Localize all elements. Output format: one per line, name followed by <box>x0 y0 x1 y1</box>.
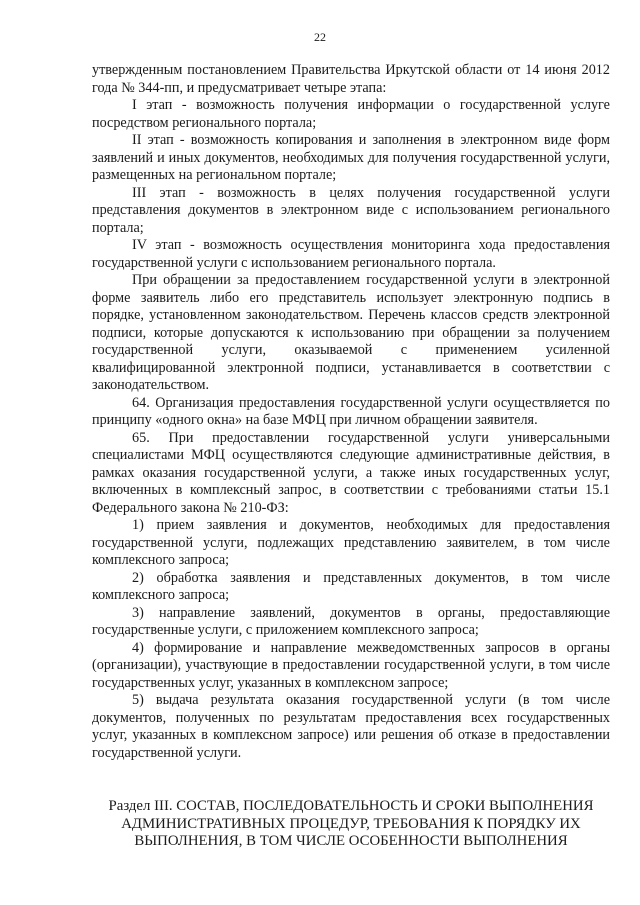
paragraph-continuation: утвержденным постановлением Правительства Иркутской области от 14 июня 2012 года № 344-пп, и предусматривает четыре этапа: <box>92 62 610 96</box>
paragraph-stage-2: II этап - возможность копирования и заполнения в электронном виде форм заявлений и иных документов, необходимых для получения государственной услуги, размещенных на региональном портале; <box>92 132 610 183</box>
list-item-3: 3) направление заявлений, документов в органы, предоставляющие государственные услуги, с приложением комплексного запроса; <box>92 604 610 638</box>
paragraph-stage-1: I этап - возможность получения информации о государственной услуге посредством регионального портала; <box>92 97 610 131</box>
paragraph-stage-3: III этап - возможность в целях получения государственной услуги представления документов в электронном виде с использованием регионального портала; <box>92 184 610 236</box>
list-item-2: 2) обработка заявления и представленных документов, в том числе комплексного запроса; <box>92 569 610 603</box>
document-body <box>92 62 610 762</box>
section-heading: Раздел III. СОСТАВ, ПОСЛЕДОВАТЕЛЬНОСТЬ И СРОКИ ВЫПОЛНЕНИЯ АДМИНИСТРАТИВНЫХ ПРОЦЕДУР, ТРЕБОВАНИЯ К ПОРЯДКУ ИХ ВЫПОЛНЕНИЯ, В ТОМ ЧИСЛЕ ОСОБЕННОСТИ ВЫПОЛНЕНИЯ <box>108 798 594 849</box>
paragraph-electronic-signature: При обращении за предоставлением государственной услуги в электронной форме заявитель либо его представитель использует электронную подпись в порядке, установленном законодательством. Перечень классов средств электронной подписи, которые допускаются к использованию при обращении за получением государственной услуги, оказываемой с применением усиленной квалифицированной электронной подписи, устанавливается в соответствии с законодательством. <box>92 272 610 393</box>
paragraph-stage-4: IV этап - возможность осуществления мониторинга хода предоставления государственной услуги с использованием регионального портала. <box>92 237 610 271</box>
paragraph-item-64: 64. Организация предоставления государственной услуги осуществляется по принципу «одного окна» на базе МФЦ при личном обращении заявителя. <box>92 394 610 428</box>
list-item-4: 4) формирование и направление межведомственных запросов в органы (организации), участвующие в предоставлении государственной услуги, в том числе государственных услуг, указанных в комплексном запросе; <box>92 639 610 691</box>
paragraph-item-65: 65. При предоставлении государственной услуги универсальными специалистами МФЦ осуществляются следующие административные действия, в рамках оказания государственной услуги, а также иных государственных услуг, включенных в комплексный запрос, в соответствии с требованиями статьи 15.1 Федерального закона № 210-ФЗ: <box>92 429 610 516</box>
list-item-1: 1) прием заявления и документов, необходимых для предоставления государственной услуги, подлежащих представлению заявителем, в том числе комплексного запроса; <box>92 517 610 568</box>
page-number: 22 <box>314 30 326 44</box>
list-item-5: 5) выдача результата оказания государственной услуги (в том числе документов, полученных по результатам предоставления всех государственных услуг, указанных в комплексном запросе) или решения об отказе в предоставлении государственной услуги. <box>92 692 610 761</box>
